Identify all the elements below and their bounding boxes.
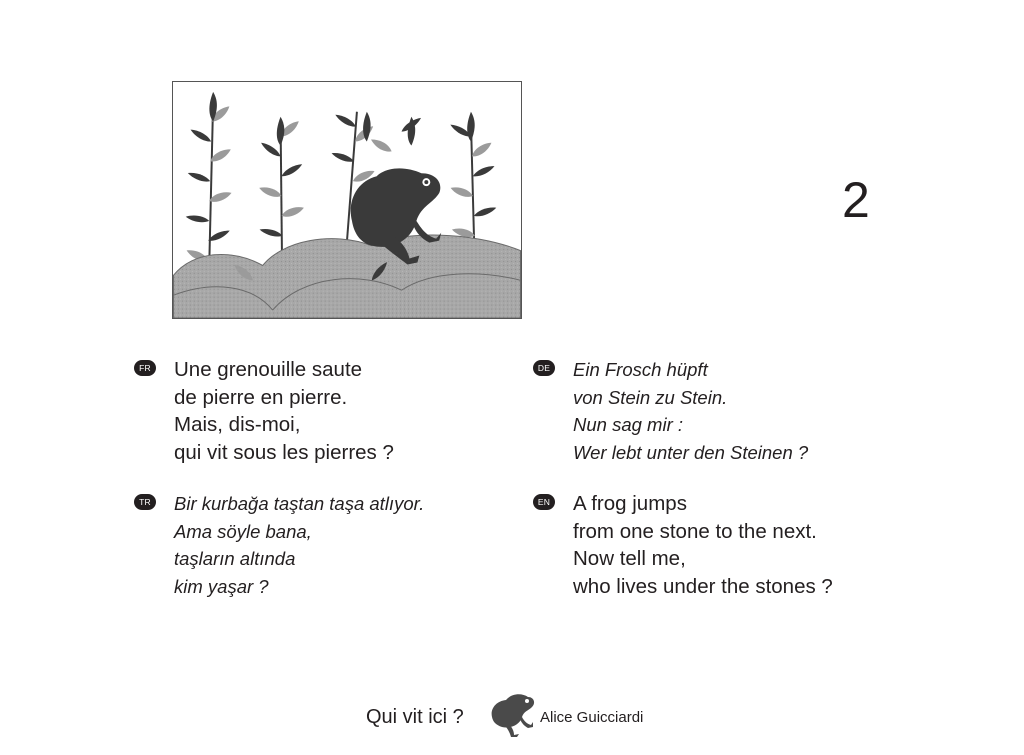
frog-icon [486, 687, 538, 739]
verse-line: Nun sag mir : [573, 414, 684, 435]
language-badge-en: EN [533, 494, 555, 510]
verse-line: Ein Frosch hüpft [573, 359, 708, 380]
verse-line: de pierre en pierre. [174, 385, 348, 409]
verse-line: Now tell me, [573, 547, 686, 570]
verse-line: from one stone to the next. [573, 519, 817, 543]
page-number: 2 [842, 172, 870, 228]
language-badge-tr: TR [134, 494, 156, 510]
verse-de [573, 356, 808, 466]
verse-line: taşların altında [174, 548, 296, 569]
verse-line: A frog jumps [573, 492, 687, 515]
verse-line: von Stein zu Stein. [573, 386, 728, 408]
language-badge-de: DE [533, 360, 555, 376]
book-title: Qui vit ici ? [366, 706, 464, 728]
verse-tr [174, 490, 424, 600]
verse-line: Mais, dis-moi, [174, 413, 301, 436]
verse-line: who lives under the stones ? [573, 574, 833, 598]
verse-line: Wer lebt unter den Steinen ? [573, 441, 809, 463]
verse-line: Bir kurbağa taştan taşa atlıyor. [174, 493, 425, 514]
footer [0, 685, 1024, 745]
stones [173, 235, 520, 318]
verse-en [573, 490, 833, 600]
author-name: Alice Guicciardi [540, 709, 644, 726]
verse-line: kim yaşar ? [174, 575, 269, 597]
language-badge-fr: FR [134, 360, 156, 376]
verse-line: Ama söyle bana, [174, 520, 312, 542]
verse-line: qui vit sous les pierres ? [174, 440, 394, 464]
verse-fr [174, 356, 394, 466]
verse-line: Une grenouille saute [174, 358, 363, 381]
frog-illustration [172, 81, 522, 319]
